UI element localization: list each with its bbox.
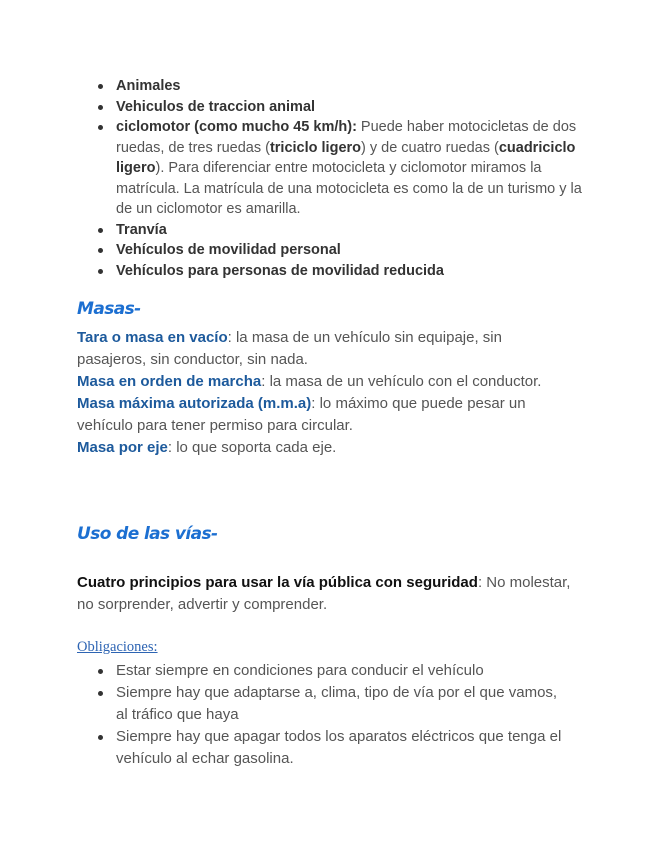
uso-heading: Uso de las vías-	[77, 524, 218, 544]
masas-definitions	[77, 327, 572, 459]
principles-paragraph: Cuatro principios para usar la vía pública con seguridad: No molestar, no sorprender, advertir y comprender.	[77, 574, 571, 613]
obligaciones-list	[78, 660, 568, 770]
list-item: Animales	[78, 76, 598, 97]
definition: Masa máxima autorizada (m.m.a): lo máximo que puede pesar un vehículo para tener permiso para circular.	[77, 395, 526, 434]
definition: Masa en orden de marcha: la masa de un vehículo con el conductor.	[77, 373, 542, 390]
list-item: ciclomotor (como mucho 45 km/h): Puede haber motocicletas de dos ruedas, de tres ruedas (triciclo ligero) y de cuatro ruedas (cuadriciclo ligero). Para diferenciar entre motocicleta y ciclomotor miramos la matrícula. La matrícula de una motocicleta es como la de un turismo y la de un ciclomotor es amarilla.	[78, 117, 598, 220]
list-item: Vehículos de movilidad personal	[78, 240, 598, 261]
obligaciones-heading: Obligaciones:	[77, 639, 158, 655]
masas-heading: Masas-	[77, 299, 141, 319]
vehicles-list	[78, 76, 598, 281]
list-item: Vehículos para personas de movilidad reducida	[78, 261, 598, 282]
list-item: Estar siempre en condiciones para conducir el vehículo	[78, 660, 568, 682]
definition: Tara o masa en vacío: la masa de un vehículo sin equipaje, sin pasajeros, sin conductor, sin nada.	[77, 329, 502, 368]
list-item: Vehiculos de traccion animal	[78, 97, 598, 118]
list-item: Siempre hay que adaptarse a, clima, tipo de vía por el que vamos, al tráfico que haya	[78, 682, 568, 726]
list-item: Tranvía	[78, 220, 598, 241]
list-item: Siempre hay que apagar todos los aparatos eléctricos que tenga el vehículo al echar gasolina.	[78, 726, 568, 770]
definition: Masa por eje: lo que soporta cada eje.	[77, 439, 337, 456]
